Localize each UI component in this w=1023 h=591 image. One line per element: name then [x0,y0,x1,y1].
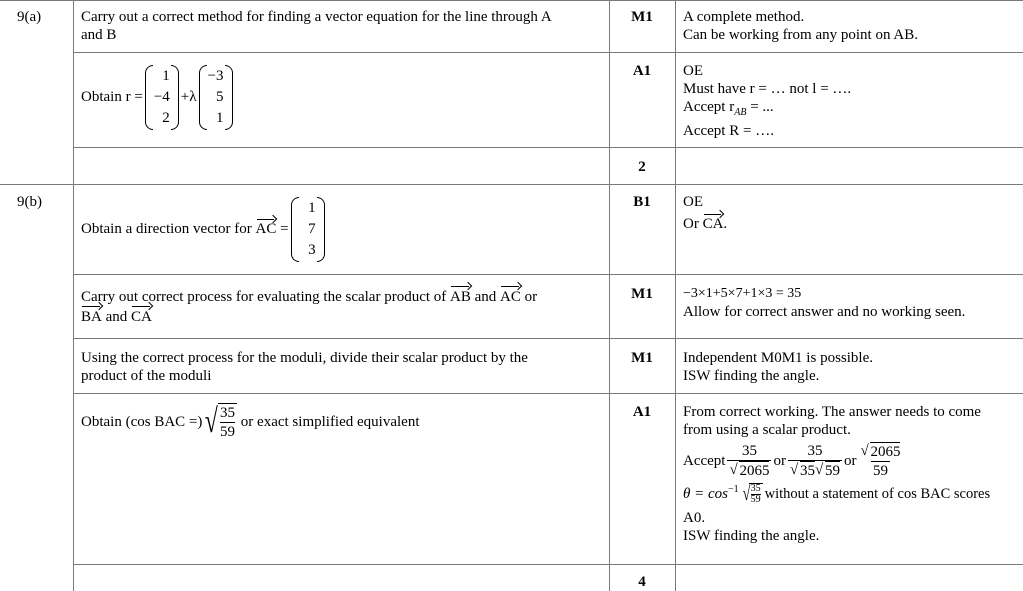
guidance-line: Can be working from any point on AB. [683,27,918,43]
guidance-line: OE [683,194,703,210]
mark-code: B1 [633,194,651,210]
guidance-line: A complete method. [683,9,805,25]
lambda-term: +λ [180,89,197,105]
guidance-line: −3×1+5×7+1×3 = 35 [683,286,802,301]
mark-code: A1 [632,63,652,79]
row-divider [73,393,1023,394]
vector-component: 5 [216,88,224,105]
guidance-cell [683,285,1018,321]
answer-cell [81,62,601,132]
row-divider [73,52,1023,53]
row-divider [0,184,1023,185]
answer-cell [81,403,601,441]
point-vector [145,65,179,130]
guidance-line: A0. [683,510,706,526]
guidance-line: Allow for correct answer and no working seen. [683,304,966,320]
answer-cell [81,287,601,327]
guidance-line: ISW finding the angle. [683,528,820,544]
vector-component: 7 [308,220,316,237]
vector-component: −3 [207,67,224,84]
answer-text: or exact simplified equivalent [240,414,420,430]
column-divider [73,0,74,591]
guidance-line: OE [683,63,703,79]
vector-component: 3 [308,241,316,258]
row-divider [73,338,1023,339]
answer-line: BA and CA [81,309,152,325]
vector-component: 2 [162,109,170,126]
answer-text: Obtain r = [81,89,143,105]
answer-line: product of the moduli [81,368,212,384]
direction-vector [199,65,233,130]
sqrt-fraction: √ 35 59 [205,403,236,440]
answer-line: Using the correct process for the moduli, divide their scalar product by the [81,350,528,366]
answer-line: and B [81,27,117,43]
question-number: 9(b) [17,194,42,210]
guidance-line: Independent M0M1 is possible. [683,350,873,366]
answer-line: Carry out a correct method for finding a vector equation for the line through A [81,9,552,25]
guidance-line: ISW finding the angle. [683,368,820,384]
row-divider [0,0,1023,1]
direction-vector [291,197,325,262]
accept-line: Accept 35 √ 2065 or 35 √ 35√ 59 or √ $\frac{2065}{59}$ [683,441,1023,481]
vector-ac: AC [255,221,277,237]
answer-cell: Obtain a direction vector for AC = 1 7 3 [81,193,601,265]
answer-line: Carry out correct process for evaluating the scalar product of AB and AC or [81,289,538,305]
guidance-line: Must have r = … not l = …. [683,81,852,97]
guidance-line: Accept R = …. [683,123,774,139]
guidance-cell [683,62,1018,140]
row-divider [73,274,1023,275]
guidance-cell [683,403,1023,545]
mark-code: A1 [632,404,652,420]
part-total: 4 [638,574,646,590]
part-total: 2 [638,159,646,175]
mark-code: M1 [631,9,653,25]
theta-line: θ = cos $^{-1}$ √ 35 59 without a statement of cos BAC scores [683,483,991,505]
guidance-line: From correct working. The answer needs to come [683,404,981,420]
vector-component: 1 [308,199,316,216]
mark-code: M1 [631,350,653,366]
answer-text: Obtain a direction vector for [81,221,252,237]
row-divider [73,564,1023,565]
guidance-line: from using a scalar product. [683,422,851,438]
answer-text: Obtain (cos BAC =) [81,414,203,430]
answer-cell [81,349,601,385]
answer-cell [81,8,601,44]
guidance-line: Accept $r_{AB}$ = ... [683,99,774,118]
guidance-line: Or CA. [683,216,728,232]
guidance-cell [683,193,1018,233]
guidance-cell [683,8,1018,44]
guidance-cell [683,349,1018,385]
vector-component: −4 [153,88,170,105]
mark-code: M1 [631,286,653,302]
vector-component: 1 [216,109,224,126]
row-divider [73,147,1023,148]
vector-component: 1 [162,67,170,84]
column-divider [675,0,676,591]
question-number: 9(a) [17,9,42,25]
